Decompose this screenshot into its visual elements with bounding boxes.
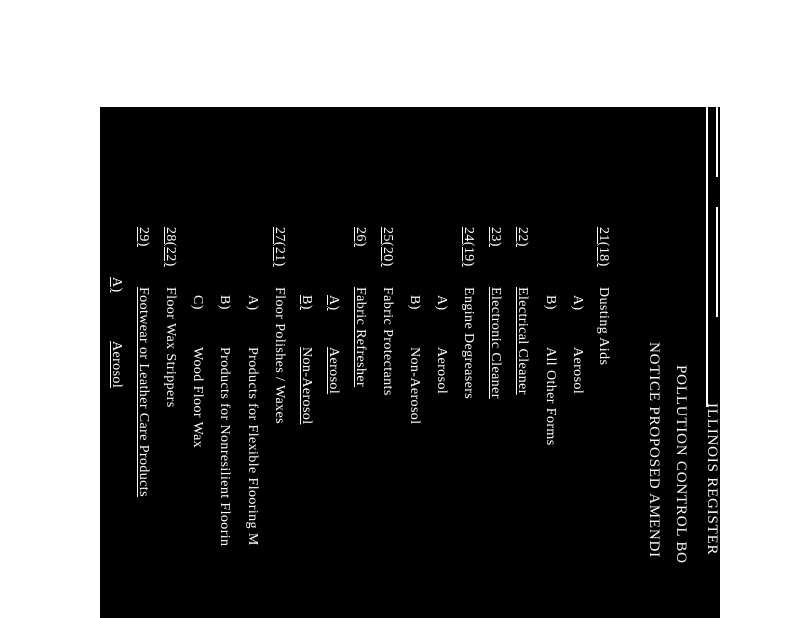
list-item-label: Floor Wax Strippers <box>163 287 178 408</box>
list-item-num: A) <box>109 277 124 293</box>
list-item-label: All Other Forms <box>543 347 558 446</box>
list-item-num: 27(21) <box>272 227 287 267</box>
list-item-label: Engine Degreasers <box>461 287 476 400</box>
list-item-num: A) <box>245 295 260 311</box>
list-item-num: 29) <box>136 227 151 247</box>
list-item-label: Non-Aerosol <box>407 347 422 425</box>
list-item-label: Footwear or Leather Care Products <box>136 287 151 497</box>
list-item-label: Fabric Protectants <box>380 287 395 396</box>
list-item-num: 28(22) <box>163 227 178 267</box>
list-item-num: B) <box>543 295 558 310</box>
list-item-num: A) <box>326 295 341 311</box>
list-item-num: C) <box>190 295 205 310</box>
list-item-label: Non-Aerosol <box>299 347 314 425</box>
list-item-num: B) <box>217 295 232 310</box>
list-item-num: B) <box>299 295 314 310</box>
list-item-label: Aerosol <box>109 341 124 389</box>
header-rule-top-2 <box>716 207 718 317</box>
list-item-num: 21(18) <box>596 227 611 267</box>
list-item-label: Fabric Refresher <box>353 287 368 388</box>
list-item-label: Aerosol <box>570 347 585 395</box>
list-item-label: Products for Flexible Flooring M <box>245 347 260 546</box>
list-item-num: A) <box>434 295 449 311</box>
list-item-label: Wood Floor Wax <box>190 347 205 449</box>
header-register: ILLINOIS REGISTER <box>704 403 720 556</box>
list-item-label: Dusting Aids <box>596 287 611 366</box>
header-board: POLLUTION CONTROL BO <box>673 365 689 564</box>
list-item-label: Electrical Cleaner <box>515 287 530 395</box>
list-item-label: Aerosol <box>326 347 341 395</box>
list-item-num: B) <box>407 295 422 310</box>
header-notice: NOTICE PROPOSED AMENDI <box>646 342 662 558</box>
scanned-document-page <box>100 107 720 618</box>
list-item-num: A) <box>570 295 585 311</box>
list-item-label: Products for Nonresilient Floorin <box>217 347 232 547</box>
header-rule-mid <box>706 107 708 407</box>
list-item-label: Aerosol <box>434 347 449 395</box>
list-item-num: 26) <box>353 227 368 247</box>
header-rule-top <box>716 107 718 177</box>
list-item-num: 22) <box>515 227 530 247</box>
list-item-num: 24(19) <box>461 227 476 267</box>
rotated-page-content <box>100 107 720 618</box>
list-item-num: 25(20) <box>380 227 395 267</box>
list-item-num: 23) <box>488 227 503 247</box>
list-item-label: Floor Polishes / Waxes <box>272 287 287 424</box>
list-item-label: Electronic Cleaner <box>488 287 503 399</box>
